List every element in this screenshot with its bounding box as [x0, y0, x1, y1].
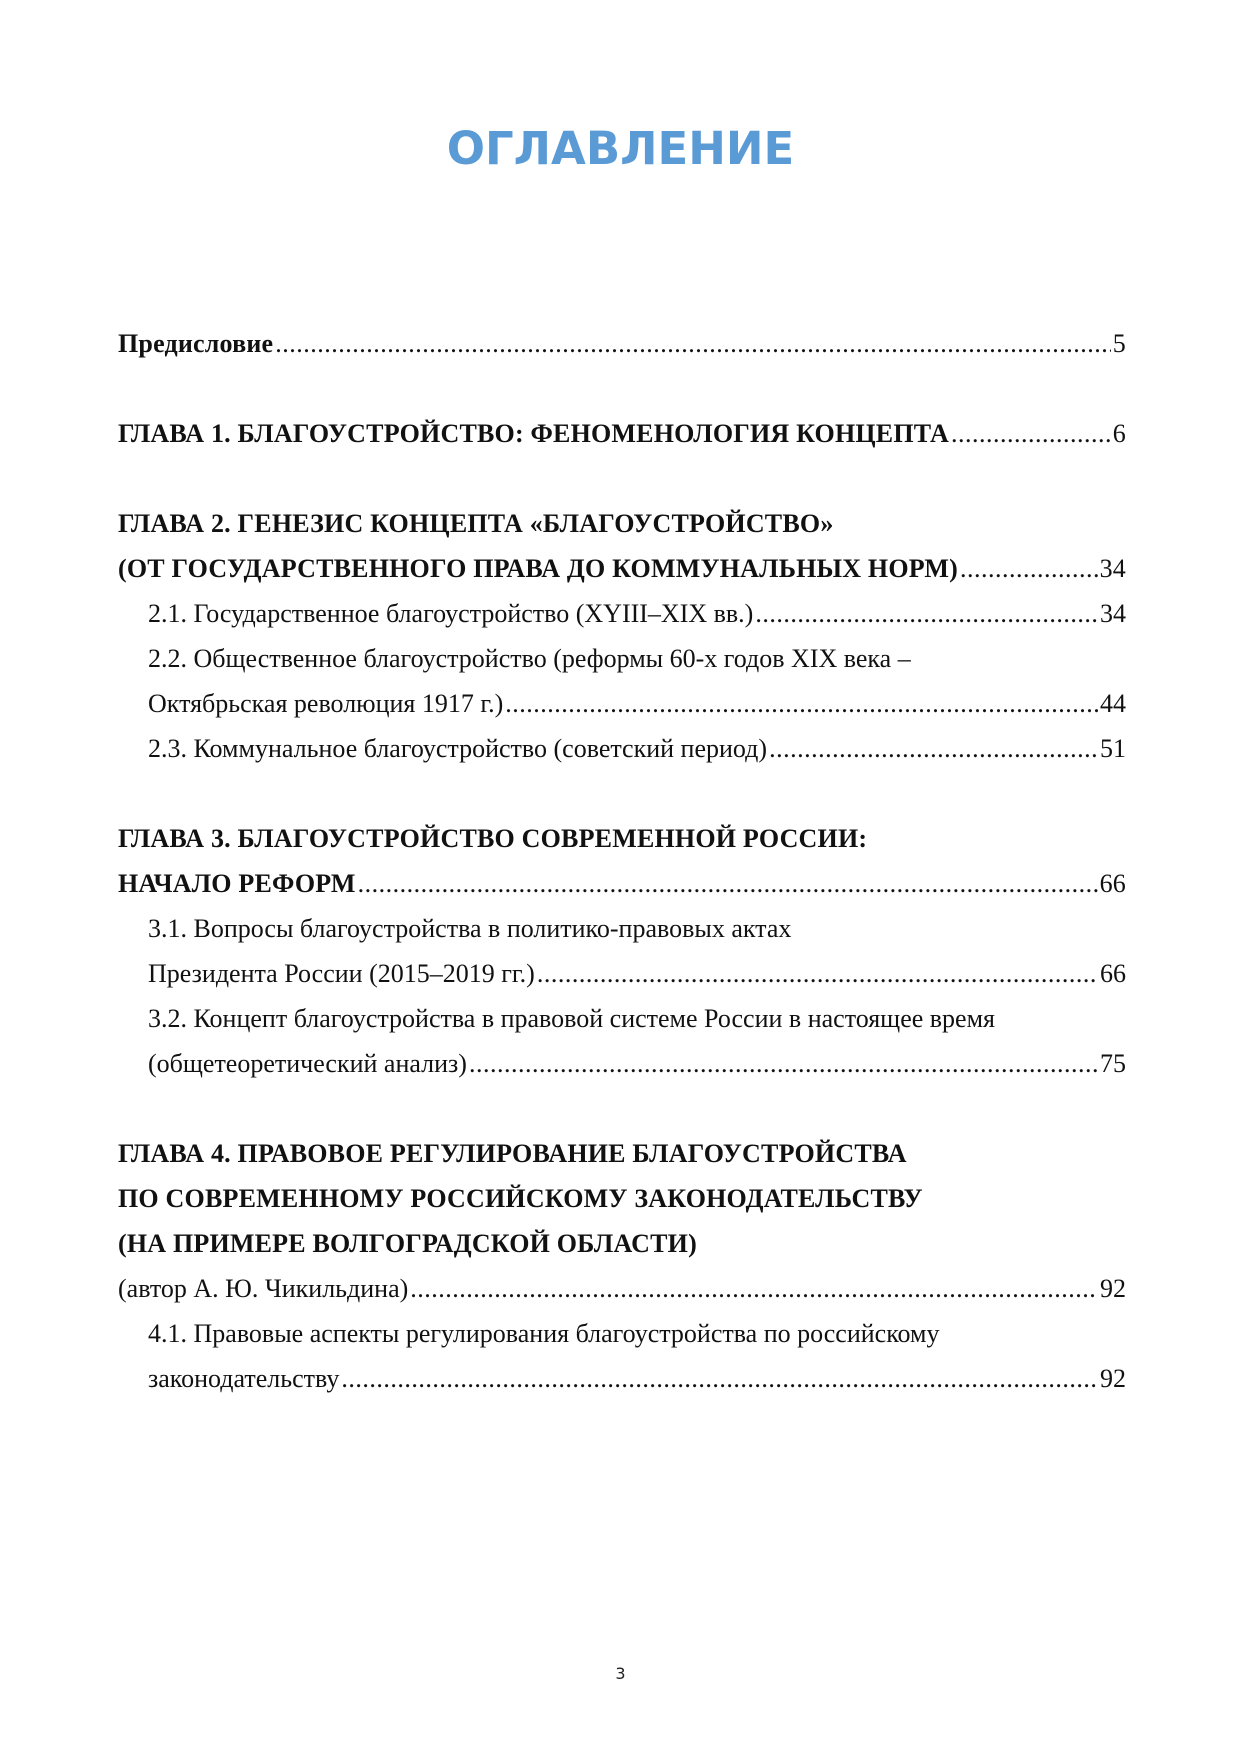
toc-page-number: 75 [1100, 1049, 1126, 1078]
page-number: 3 [615, 1664, 626, 1683]
toc-entry-chapter-2[interactable] [118, 551, 1126, 587]
toc-entry-section-4-1[interactable] [148, 1361, 1126, 1397]
toc-page-number: 44 [1100, 689, 1126, 718]
toc-entry-section-2-1[interactable] [148, 596, 1126, 632]
toc-entry-chapter-2-line-1[interactable]: ГЛАВА 2. ГЕНЕЗИС КОНЦЕПТА «БЛАГОУСТРОЙСТВО» [118, 509, 834, 538]
toc-page-number: 92 [1100, 1364, 1126, 1393]
toc-entry-section-2-3[interactable] [148, 731, 1126, 767]
dot-leader [769, 731, 1098, 767]
toc-entry-chapter-4[interactable] [118, 1271, 1126, 1307]
toc-page-number: 34 [1099, 554, 1126, 583]
toc-entry-section-3-1-line-1[interactable]: 3.1. Вопросы благоустройства в политико-правовых актах [148, 914, 792, 943]
toc-entry-label: Октябрьская революция 1917 г.) [148, 689, 504, 718]
dot-leader [358, 866, 1098, 902]
dot-leader [505, 686, 1098, 722]
toc-page-number: 34 [1100, 599, 1126, 628]
toc-entry-label: законодательству [148, 1364, 340, 1393]
dot-leader [469, 1046, 1098, 1082]
toc-entry-label: 2.3. Коммунальное благоустройство (советский период) [148, 734, 768, 763]
toc-entry-chapter-4-line-1[interactable]: ГЛАВА 4. ПРАВОВОЕ РЕГУЛИРОВАНИЕ БЛАГОУСТРОЙСТВА [118, 1139, 907, 1168]
toc-entry-label: НАЧАЛО РЕФОРМ [118, 869, 356, 898]
toc-entry-chapter-4-line-2[interactable]: ПО СОВРЕМЕННОМУ РОССИЙСКОМУ ЗАКОНОДАТЕЛЬСТВУ [118, 1184, 923, 1213]
dot-leader [755, 596, 1098, 632]
dot-leader [275, 326, 1111, 362]
toc-entry-label: ГЛАВА 1. БЛАГОУСТРОЙСТВО: ФЕНОМЕНОЛОГИЯ КОНЦЕПТА [118, 419, 949, 448]
toc-entry-section-3-2[interactable] [148, 1046, 1126, 1082]
toc-entry-preface[interactable] [118, 326, 1126, 362]
toc-entry-label: Предисловие [118, 329, 274, 358]
toc-entry-chapter-3[interactable] [118, 866, 1126, 902]
toc-page-number: 6 [1112, 419, 1126, 448]
dot-leader [537, 956, 1098, 992]
toc-entry-section-3-2-line-1[interactable]: 3.2. Концепт благоустройства в правовой системе России в настоящее время [148, 1004, 996, 1033]
toc-entry-label: (общетеоретический анализ) [148, 1049, 467, 1078]
toc-entry-section-2-2-line-1[interactable]: 2.2. Общественное благоустройство (реформы 60-х годов XIX века – [148, 644, 911, 673]
toc-page-number: 5 [1112, 329, 1126, 358]
dot-leader [410, 1271, 1098, 1307]
toc-page-number: 92 [1100, 1274, 1126, 1303]
toc-entry-author: (автор А. Ю. Чикильдина) [118, 1274, 409, 1303]
toc-page-number: 66 [1100, 959, 1126, 988]
toc-page-number: 66 [1099, 869, 1126, 898]
dot-leader [951, 416, 1111, 452]
toc-entry-label: Президента России (2015–2019 гг.) [148, 959, 535, 988]
toc-entry-label: (ОТ ГОСУДАРСТВЕННОГО ПРАВА ДО КОММУНАЛЬНЫХ НОРМ) [118, 554, 958, 583]
toc-entry-chapter-3-line-1[interactable]: ГЛАВА 3. БЛАГОУСТРОЙСТВО СОВРЕМЕННОЙ РОССИИ: [118, 824, 868, 853]
toc-entry-section-2-2[interactable] [148, 686, 1126, 722]
toc-page-number: 51 [1100, 734, 1126, 763]
dot-leader [341, 1361, 1098, 1397]
toc-entry-chapter-4-line-3[interactable]: (НА ПРИМЕРЕ ВОЛГОГРАДСКОЙ ОБЛАСТИ) [118, 1229, 697, 1258]
dot-leader [960, 551, 1098, 587]
toc-entry-chapter-1[interactable] [118, 416, 1126, 452]
toc-entry-label: 2.1. Государственное благоустройство (XYIII–XIX вв.) [148, 599, 754, 628]
toc-entry-section-4-1-line-1[interactable]: 4.1. Правовые аспекты регулирования благоустройства по российскому [148, 1319, 940, 1348]
page-title: ОГЛАВЛЕНИЕ [446, 122, 795, 175]
toc-entry-section-3-1[interactable] [148, 956, 1126, 992]
